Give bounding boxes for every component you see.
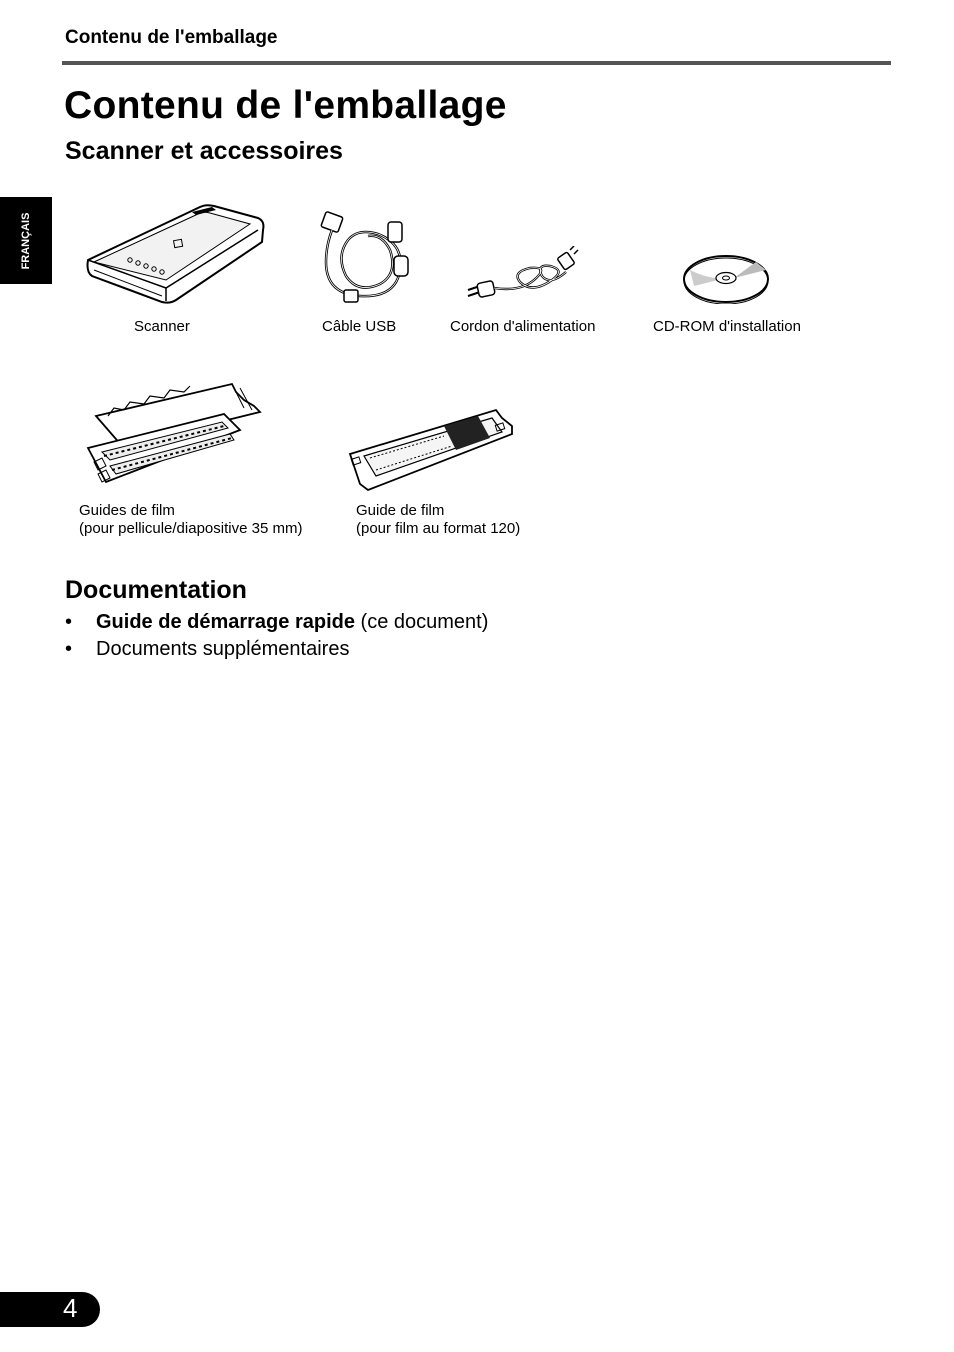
list-item: [65, 636, 488, 663]
bullet-icon: •: [65, 638, 73, 660]
caption-scanner: Scanner: [134, 318, 190, 335]
page-number: 4: [63, 1293, 78, 1323]
bullet-icon: •: [65, 611, 73, 633]
caption-usb-cable: Câble USB: [322, 318, 397, 335]
language-tab-label: FRANÇAIS: [20, 212, 32, 270]
caption-film-guides: [79, 502, 302, 538]
power-cord-icon: [460, 246, 582, 304]
usb-cable-icon: [318, 210, 413, 308]
caption-film-guides-line2: (pour pellicule/diapositive 35 mm): [79, 520, 303, 537]
list-item: [65, 609, 488, 636]
page-number-tab: [0, 1292, 100, 1327]
cd-rom-icon: [680, 250, 772, 304]
header-rule: [62, 61, 891, 65]
caption-power-cord: Cordon d'alimentation: [450, 318, 596, 335]
doc-item-text: Documents supplémentaires: [96, 638, 350, 660]
section-heading-accessories: Scanner et accessoires: [65, 137, 343, 165]
language-tab: [0, 197, 52, 284]
caption-cd-rom: CD-ROM d'installation: [653, 318, 801, 335]
running-header: Contenu de l'emballage: [65, 27, 278, 48]
caption-film-guides-line1: Guides de film: [79, 502, 175, 519]
caption-film-guide-120: [356, 502, 520, 538]
film-guides-icon: [84, 378, 264, 496]
caption-film-guide-120-line2: (pour film au format 120): [356, 520, 521, 537]
doc-item-rest: (ce document): [354, 611, 489, 633]
film-guide-120-icon: [346, 404, 516, 496]
documentation-list: [65, 609, 488, 663]
caption-film-guide-120-line1: Guide de film: [356, 502, 445, 519]
section-heading-documentation: Documentation: [65, 576, 247, 604]
scanner-icon: [82, 200, 270, 312]
page-title: Contenu de l'emballage: [64, 84, 507, 127]
doc-item-bold: Guide de démarrage rapide: [96, 611, 355, 633]
